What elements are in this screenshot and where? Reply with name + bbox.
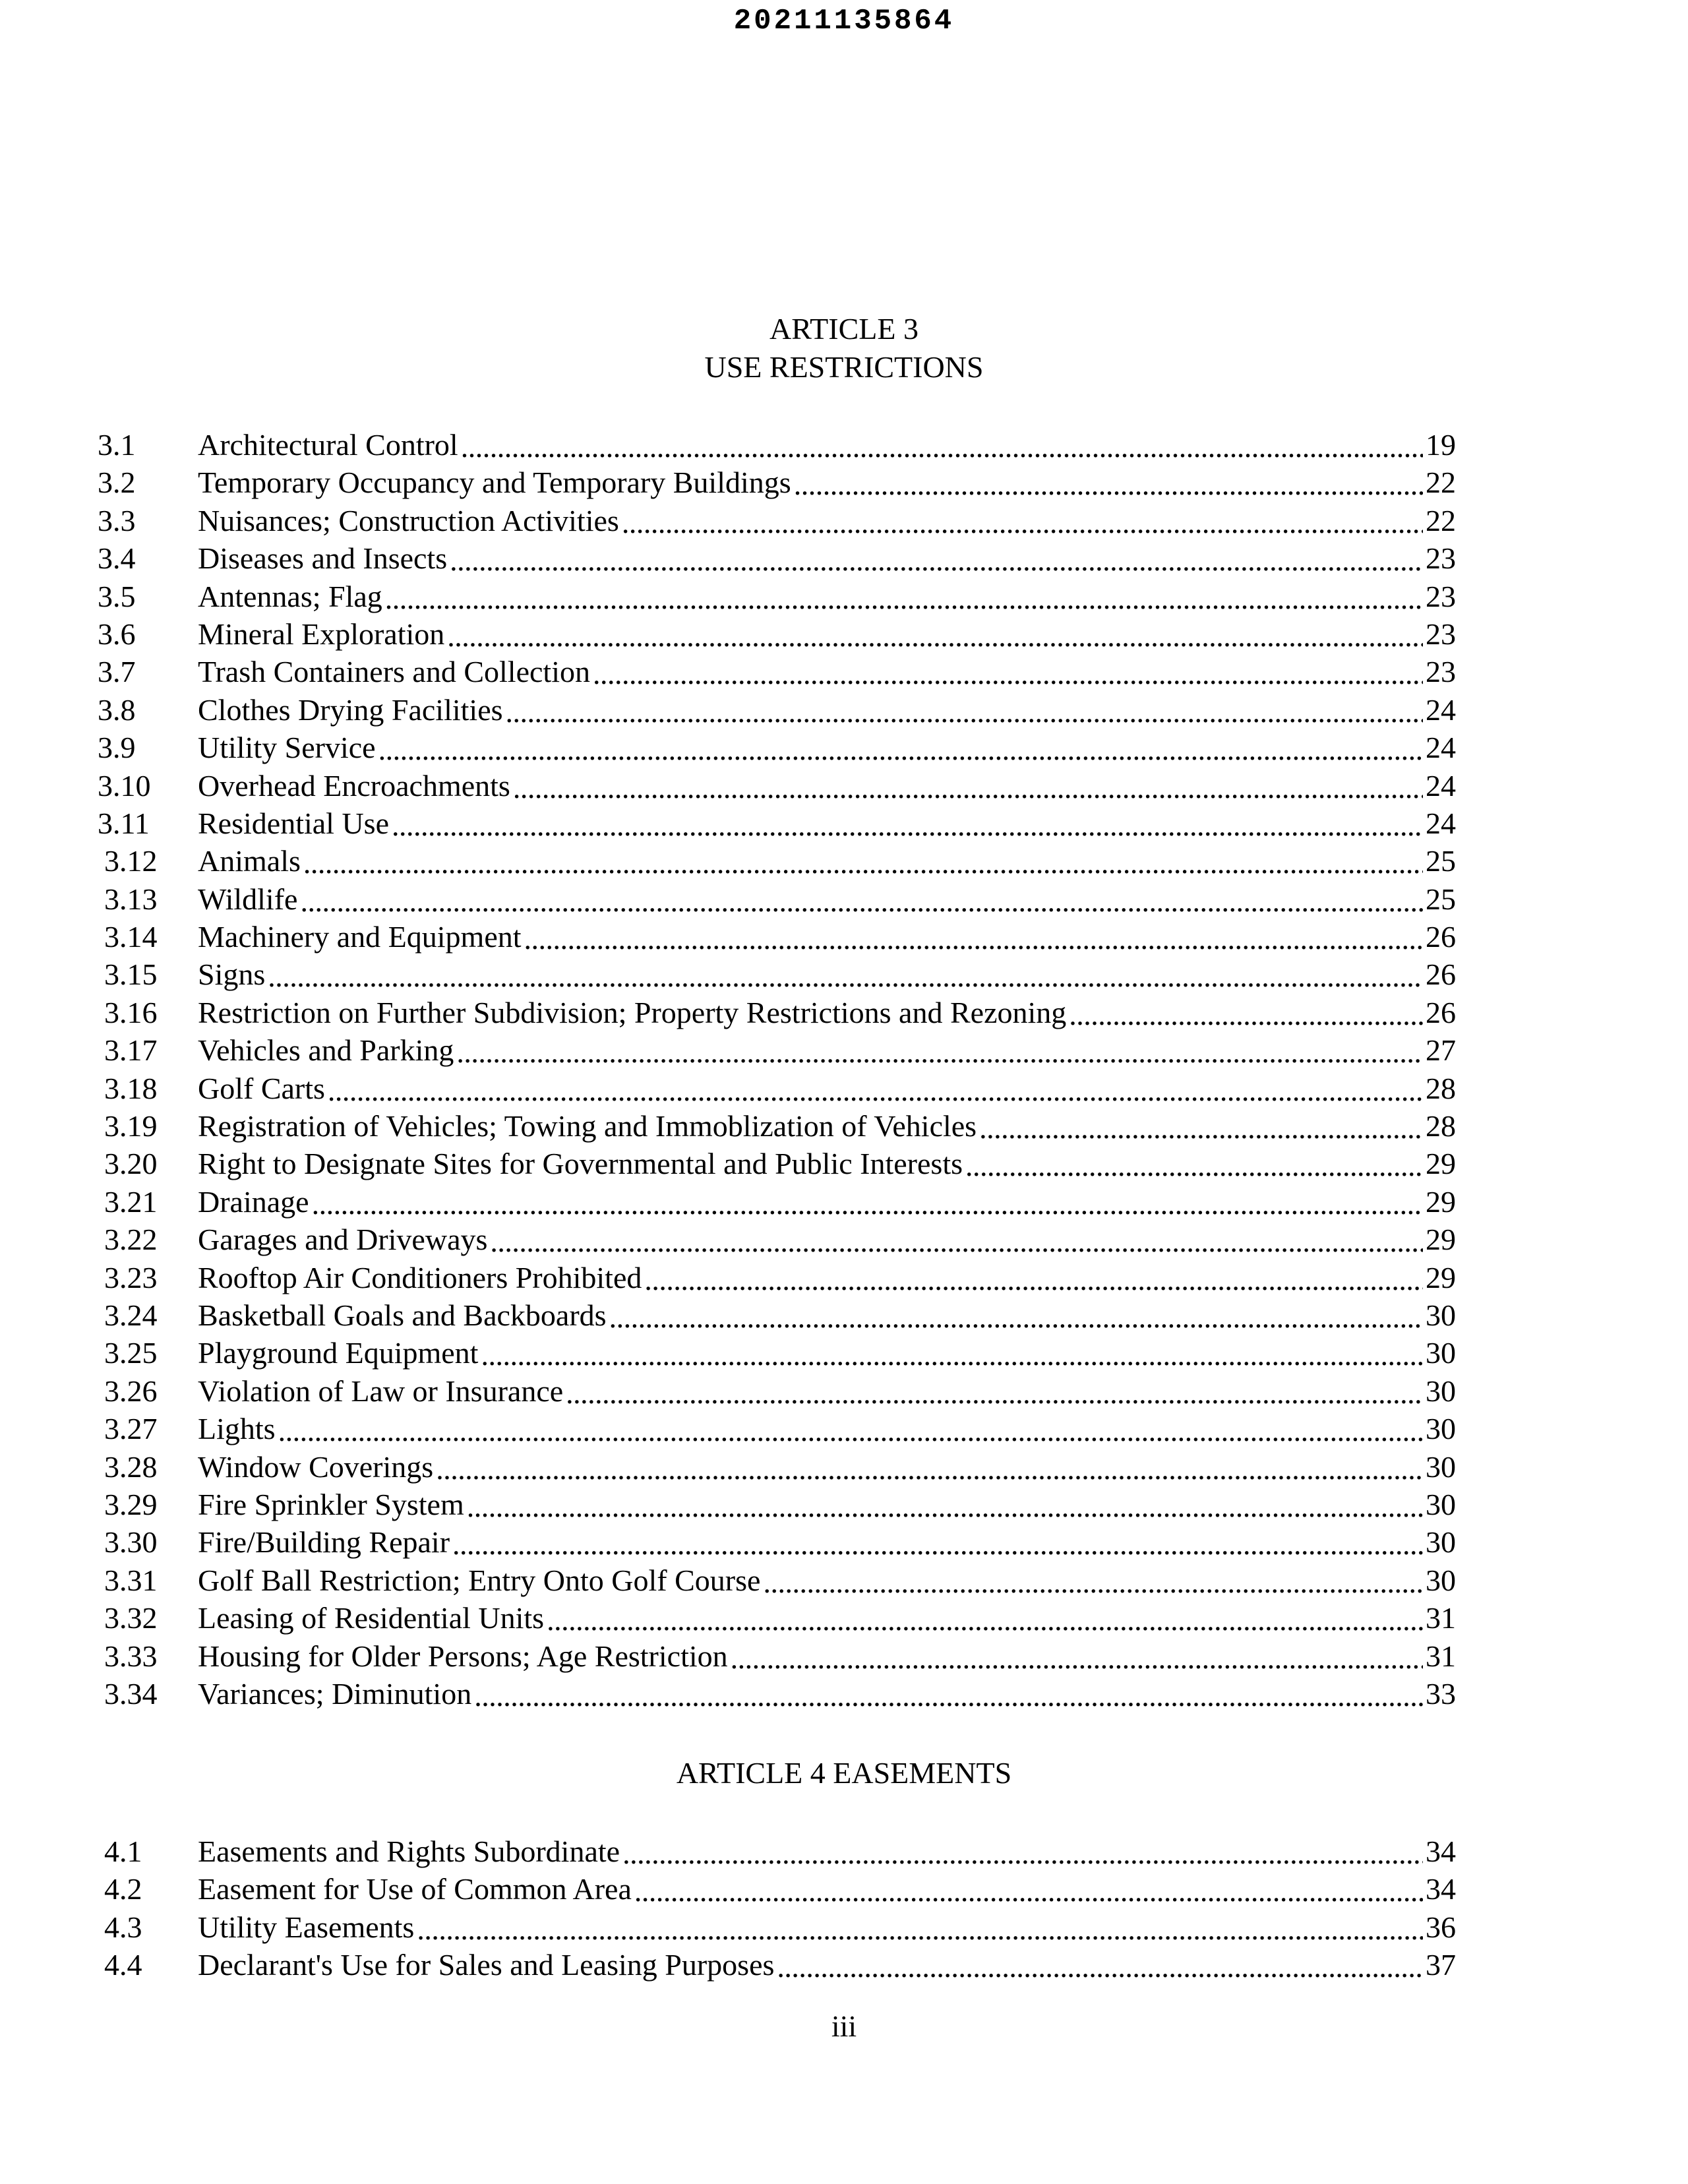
toc-entry-page: 27 (1423, 1031, 1456, 1069)
toc-entry-page: 23 (1423, 578, 1456, 615)
toc-entry-line (198, 1833, 1456, 1870)
toc-entry-line (198, 880, 1456, 918)
toc-entry (0, 1637, 1688, 1675)
document-number: 20211135864 (733, 5, 955, 38)
toc-entry-number: 3.9 (98, 731, 136, 765)
toc-entry-title: Overhead Encroachments . . . (198, 769, 513, 803)
toc-entry-line (198, 1031, 1456, 1069)
toc-entry (0, 464, 1688, 501)
toc-entry-number: 3.19 (104, 1109, 158, 1143)
toc-entry-number: 3.22 (104, 1223, 158, 1257)
toc-entry-line (198, 1599, 1456, 1637)
toc-entry-page: 28 (1423, 1107, 1456, 1145)
toc-entry-line (198, 1675, 1456, 1713)
toc-entry-line (198, 691, 1456, 729)
toc-entry-title: Registration of Vehicles; Towing and Immoblization of Vehicles . . . (198, 1109, 979, 1143)
toc-entry-number: 3.29 (104, 1487, 158, 1521)
toc-entry-title: Antennas; Flag . . . (198, 580, 385, 613)
toc-entry-title: Right to Designate Sites for Governmental and Public Interests . . . (198, 1147, 965, 1180)
toc-entry-number: 3.2 (98, 466, 136, 500)
toc-entry-line (198, 615, 1456, 653)
toc-entry-number: 4.4 (104, 1948, 142, 1982)
toc-entry-page: 30 (1423, 1296, 1456, 1334)
toc-entry-number: 4.3 (104, 1910, 142, 1944)
toc-entry (0, 1221, 1688, 1258)
toc-entry-page: 30 (1423, 1562, 1456, 1599)
toc-entry-page: 23 (1423, 615, 1456, 653)
toc-entry-number: 3.3 (98, 503, 136, 537)
article-3-toc (0, 426, 1688, 1713)
toc-entry-title: Golf Ball Restriction; Entry Onto Golf Course . . . (198, 1563, 763, 1597)
toc-entry-number: 3.5 (98, 579, 136, 613)
toc-entry-page: 29 (1423, 1145, 1456, 1182)
toc-entry-page: 26 (1423, 994, 1456, 1031)
article-4-toc (0, 1833, 1688, 1984)
toc-entry-title: Drainage . . . (198, 1185, 312, 1219)
toc-entry (0, 1870, 1688, 1908)
toc-entry-line (198, 1486, 1456, 1523)
toc-entry-page: 29 (1423, 1259, 1456, 1296)
toc-entry-number: 3.33 (104, 1639, 158, 1673)
toc-entry-title: Diseases and Insects . . . (198, 541, 450, 575)
toc-entry-line (198, 1523, 1456, 1561)
toc-entry-number: 4.2 (104, 1872, 142, 1906)
toc-entry (0, 426, 1688, 464)
toc-entry-line (198, 1221, 1456, 1258)
toc-entry (0, 1372, 1688, 1410)
toc-entry (0, 1599, 1688, 1637)
article-3-title: ARTICLE 3 (769, 312, 919, 346)
toc-entry (0, 1145, 1688, 1182)
toc-entry-title: Clothes Drying Facilities . . . (198, 693, 506, 727)
toc-entry-page: 23 (1423, 539, 1456, 577)
toc-entry-line (198, 653, 1456, 690)
toc-entry-line (198, 426, 1456, 464)
toc-entry-line (198, 1870, 1456, 1908)
toc-entry-title: Lights . . . (198, 1412, 278, 1445)
toc-entry-title: Mineral Exploration . . . (198, 617, 447, 651)
toc-entry (0, 842, 1688, 880)
toc-entry-line (198, 1410, 1456, 1447)
toc-entry-line (198, 1107, 1456, 1145)
article-4-heading: ARTICLE 4 EASEMENTS (676, 1756, 1012, 1790)
toc-entry-title: Playground Equipment . . . (198, 1336, 481, 1370)
toc-entry-page: 30 (1423, 1448, 1456, 1486)
toc-entry-page: 24 (1423, 691, 1456, 729)
toc-entry-page: 30 (1423, 1523, 1456, 1561)
toc-entry-number: 3.26 (104, 1374, 158, 1408)
toc-entry-line (198, 1448, 1456, 1486)
toc-entry-page: 22 (1423, 502, 1456, 539)
article-3-subtitle: USE RESTRICTIONS (704, 350, 984, 384)
toc-entry-title: Vehicles and Parking . . . (198, 1033, 456, 1067)
toc-entry (0, 994, 1688, 1031)
toc-entry-line (198, 464, 1456, 501)
toc-entry-line (198, 767, 1456, 804)
toc-entry-page: 29 (1423, 1221, 1456, 1258)
toc-entry-line (198, 1372, 1456, 1410)
toc-entry-page: 30 (1423, 1486, 1456, 1523)
toc-entry (0, 804, 1688, 842)
toc-entry-page: 31 (1423, 1637, 1456, 1675)
toc-entry-line (198, 956, 1456, 993)
toc-entry (0, 767, 1688, 804)
toc-entry (0, 1908, 1688, 1946)
toc-entry-title: Declarant's Use for Sales and Leasing Purposes . . . (198, 1948, 777, 1982)
toc-entry-title: Basketball Goals and Backboards . . . (198, 1298, 609, 1332)
toc-entry-number: 3.12 (104, 844, 158, 878)
toc-entry-line (198, 1145, 1456, 1182)
toc-entry-title: Residential Use . . . (198, 806, 392, 840)
toc-entry-page: 23 (1423, 653, 1456, 690)
toc-entry (0, 1070, 1688, 1107)
toc-entry-page: 24 (1423, 729, 1456, 766)
toc-entry (0, 578, 1688, 615)
toc-entry (0, 1183, 1688, 1221)
toc-entry-page: 31 (1423, 1599, 1456, 1637)
toc-entry-number: 3.30 (104, 1525, 158, 1560)
toc-entry (0, 1259, 1688, 1296)
toc-entry-number: 3.18 (104, 1071, 158, 1105)
toc-entry (0, 729, 1688, 766)
toc-entry-line (198, 994, 1456, 1031)
toc-entry (0, 1296, 1688, 1334)
toc-entry-line (198, 729, 1456, 766)
toc-entry-page: 25 (1423, 842, 1456, 880)
page-number: iii (831, 2009, 857, 2043)
toc-entry-page: 19 (1423, 426, 1456, 464)
toc-entry-number: 3.10 (98, 768, 151, 803)
toc-entry-number: 3.15 (104, 957, 158, 992)
toc-entry-number: 3.8 (98, 692, 136, 727)
toc-entry (0, 1448, 1688, 1486)
toc-entry-page: 22 (1423, 464, 1456, 501)
toc-entry-title: Fire Sprinkler System . . . (198, 1488, 467, 1521)
toc-entry-title: Window Coverings . . . (198, 1450, 436, 1484)
toc-entry-line (198, 1946, 1456, 1984)
toc-entry-number: 3.6 (98, 617, 136, 651)
toc-entry-number: 3.11 (98, 806, 150, 840)
toc-entry (0, 918, 1688, 956)
toc-entry-page: 30 (1423, 1410, 1456, 1447)
toc-entry-page: 24 (1423, 767, 1456, 804)
toc-entry-title: Golf Carts . . . (198, 1072, 328, 1105)
toc-entry-title: Variances; Diminution . . . (198, 1677, 474, 1711)
toc-entry-title: Signs . . . (198, 957, 268, 991)
toc-entry-page: 28 (1423, 1070, 1456, 1107)
toc-entry-title: Temporary Occupancy and Temporary Buildings . . . (198, 466, 794, 499)
toc-entry (0, 539, 1688, 577)
toc-entry-title: Architectural Control . . . (198, 428, 461, 462)
toc-entry-number: 3.1 (98, 428, 136, 462)
toc-entry (0, 1486, 1688, 1523)
toc-entry-title: Utility Easements . . . (198, 1910, 417, 1944)
toc-entry-number: 3.17 (104, 1033, 158, 1068)
toc-entry-title: Restriction on Further Subdivision; Property Restrictions and Rezoning . . . (198, 996, 1069, 1029)
toc-entry-title: Housing for Older Persons; Age Restriction . . . (198, 1639, 731, 1673)
toc-entry (0, 1833, 1688, 1870)
toc-entry (0, 1410, 1688, 1447)
toc-entry-page: 26 (1423, 918, 1456, 956)
toc-entry-number: 3.23 (104, 1260, 158, 1294)
toc-entry-number: 3.20 (104, 1147, 158, 1181)
toc-entry-line (198, 842, 1456, 880)
toc-entry-title: Fire/Building Repair . . . (198, 1525, 452, 1559)
toc-entry-title: Rooftop Air Conditioners Prohibited . . . (198, 1261, 644, 1294)
toc-entry-number: 3.16 (104, 995, 158, 1029)
toc-entry (0, 691, 1688, 729)
toc-entry-number: 3.4 (98, 541, 136, 576)
toc-entry-page: 37 (1423, 1946, 1456, 1984)
toc-entry-line (198, 1070, 1456, 1107)
toc-entry (0, 1675, 1688, 1713)
toc-entry-number: 4.1 (104, 1835, 142, 1868)
toc-entry (0, 653, 1688, 690)
toc-entry-page: 30 (1423, 1372, 1456, 1410)
toc-entry (0, 1946, 1688, 1984)
toc-entry (0, 1562, 1688, 1599)
toc-entry-title: Nuisances; Construction Activities . . . (198, 504, 622, 537)
toc-entry-line (198, 1908, 1456, 1946)
toc-entry-page: 33 (1423, 1675, 1456, 1713)
toc-entry-number: 3.25 (104, 1336, 158, 1370)
toc-entry-number: 3.32 (104, 1601, 158, 1635)
toc-entry-number: 3.31 (104, 1563, 158, 1597)
toc-entry-number: 3.7 (98, 655, 136, 689)
toc-entry-page: 24 (1423, 804, 1456, 842)
toc-entry-number: 3.21 (104, 1184, 158, 1219)
article-3-heading (0, 310, 1688, 386)
toc-entry-title: Leasing of Residential Units . . . (198, 1601, 547, 1635)
toc-entry-line (198, 502, 1456, 539)
toc-entry-title: Wildlife . . . (198, 882, 300, 916)
toc-entry-line (198, 918, 1456, 956)
toc-entry (0, 956, 1688, 993)
toc-entry-title: Easement for Use of Common Area . . . (198, 1872, 634, 1906)
toc-entry-page: 26 (1423, 956, 1456, 993)
toc-entry-page: 34 (1423, 1870, 1456, 1908)
toc-entry (0, 1334, 1688, 1372)
toc-entry-number: 3.27 (104, 1412, 158, 1446)
toc-entry (0, 615, 1688, 653)
toc-entry (0, 1523, 1688, 1561)
toc-entry-number: 3.13 (104, 882, 158, 916)
toc-entry-line (198, 1183, 1456, 1221)
toc-entry-title: Utility Service . . . (198, 731, 378, 764)
toc-entry (0, 1107, 1688, 1145)
toc-entry-page: 30 (1423, 1334, 1456, 1372)
toc-entry-line (198, 539, 1456, 577)
toc-entry-title: Violation of Law or Insurance . . . (198, 1374, 566, 1408)
toc-entry-title: Machinery and Equipment . . . (198, 920, 524, 954)
toc-entry-title: Animals . . . (198, 844, 303, 878)
toc-entry-title: Garages and Driveways . . . (198, 1223, 490, 1256)
toc-entry-page: 34 (1423, 1833, 1456, 1870)
toc-entry-line (198, 804, 1456, 842)
toc-entry-title: Easements and Rights Subordinate . . . (198, 1835, 622, 1868)
toc-entry-number: 3.24 (104, 1298, 158, 1332)
toc-entry-title: Trash Containers and Collection . . . (198, 655, 593, 688)
toc-entry-line (198, 1637, 1456, 1675)
toc-entry-line (198, 1296, 1456, 1334)
toc-entry-page: 25 (1423, 880, 1456, 918)
toc-entry-line (198, 578, 1456, 615)
toc-entry-number: 3.14 (104, 920, 158, 954)
toc-entry-number: 3.34 (104, 1676, 158, 1711)
toc-entry-line (198, 1259, 1456, 1296)
toc-entry-number: 3.28 (104, 1449, 158, 1484)
toc-entry-line (198, 1334, 1456, 1372)
toc-entry (0, 1031, 1688, 1069)
toc-entry (0, 880, 1688, 918)
toc-entry-page: 29 (1423, 1183, 1456, 1221)
toc-entry (0, 502, 1688, 539)
toc-entry-line (198, 1562, 1456, 1599)
toc-entry-page: 36 (1423, 1908, 1456, 1946)
